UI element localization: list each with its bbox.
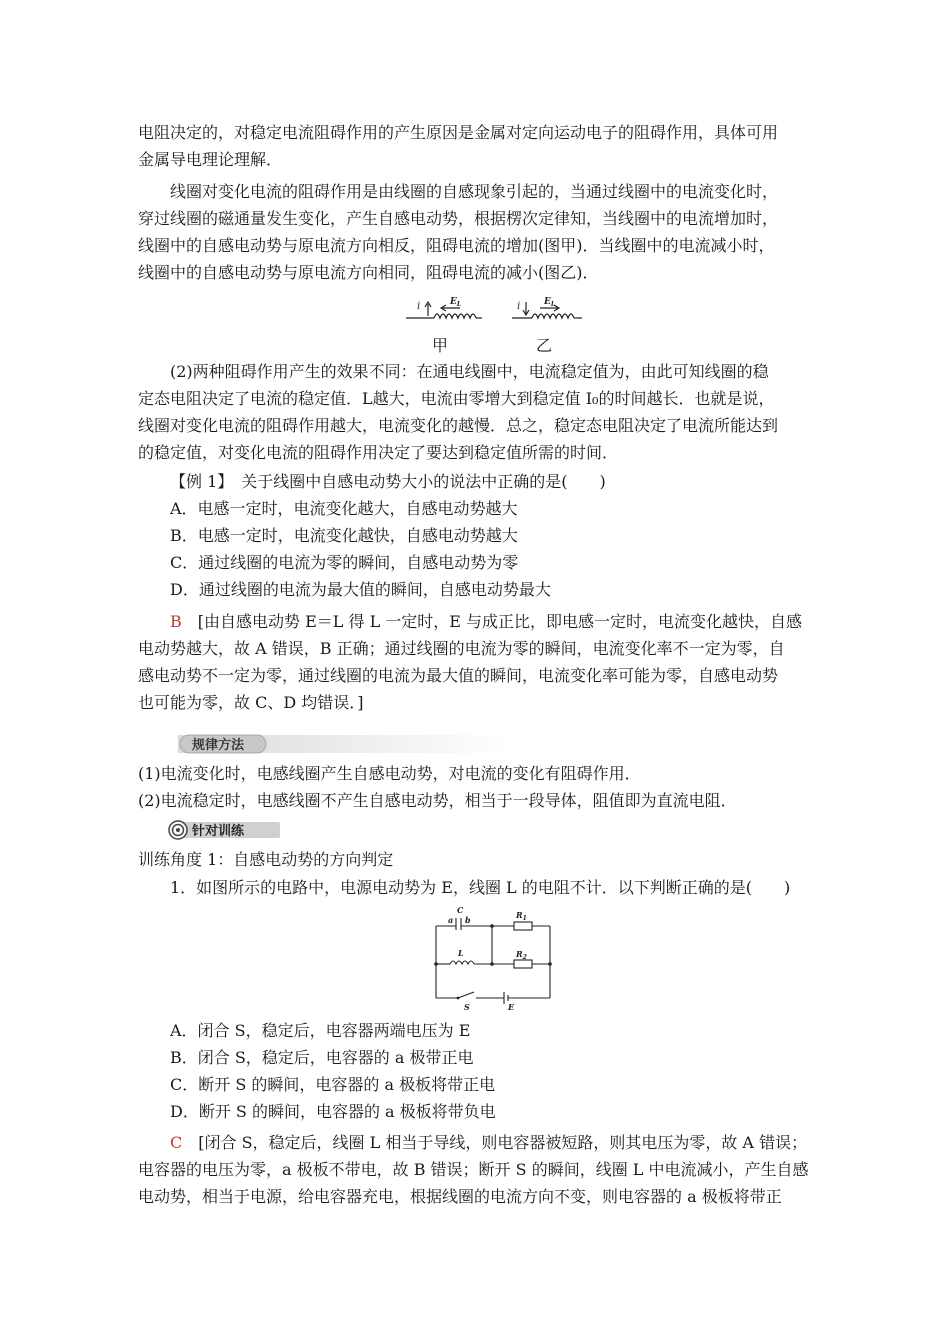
capacitor-label: C: [457, 905, 464, 915]
option-b: B．电感一定时，电流变化越快，自感电动势越大: [170, 526, 518, 545]
paragraph-line: 电阻决定的，对稳定电流阻碍作用的产生原因是金属对定向运动电子的阻碍作用，具体可用: [138, 123, 779, 142]
training-question: 1．如图所示的电路中，电源电动势为 E，线圈 L 的电阻不计．以下判断正确的是( ): [170, 878, 791, 897]
answer-line: 感电动势不一定为零，通过线圈的电流为最大值的瞬间，电流变化率可能为零，自感电动势: [138, 666, 779, 685]
method-line: (1)电流变化时，电感线圈产生自感电动势，对电流的变化有阻碍作用．: [138, 764, 641, 783]
method-banner: [178, 733, 508, 755]
answer-line: B [由自感电动势 E＝L 得 L 一定时，E 与成正比，即电感一定时，电流变化越快，自感: [170, 612, 803, 631]
answer-letter: C: [170, 1133, 183, 1152]
plate-a-label: a: [448, 915, 454, 925]
current-label: i: [517, 301, 521, 312]
paragraph-line: 穿过线圈的磁通量发生变化，产生自感电动势，根据楞次定律知，当线圈中的电流增加时，: [138, 209, 779, 228]
answer-line: 电动势越大，故 A 错误，B 正确；通过线圈的电流为零的瞬间，电流变化率不一定为零，自: [138, 639, 785, 658]
r1-label: $R_1$: [516, 910, 527, 922]
option-d: D．通过线圈的电流为最大值的瞬间，自感电动势最大: [170, 580, 551, 599]
method-line: (2)电流稳定时，电感线圈不产生自感电动势，相当于一段导体，阻值即为直流电阻．: [138, 791, 737, 810]
paragraph-line: 金属导电理论理解．: [138, 150, 283, 169]
option-c: C．通过线圈的电流为零的瞬间，自感电动势为零: [170, 553, 519, 572]
paragraph-line: 线圈对变化电流的阻碍作用是由线圈的自感现象引起的，当通过线圈中的电流变化时，: [170, 182, 779, 201]
option-a: A．闭合 S，稳定后，电容器两端电压为 E: [170, 1021, 471, 1040]
inductor-figure: [404, 296, 584, 332]
current-label: i: [417, 301, 421, 312]
inductor-label: L: [458, 948, 464, 958]
figure-caption-jia: 甲: [432, 336, 449, 355]
switch: [458, 992, 474, 998]
circuit-diagram: [428, 904, 558, 1014]
emf-label: $E_L$: [450, 297, 462, 308]
answer-line: C [闭合 S，稳定后，线圈 L 相当于导线，则电容器被短路，则其电压为零，故 A 错误；: [170, 1133, 808, 1152]
paragraph-line: 定态电阻决定了电流的稳定值．L越大，电流由零增大到稳定值 I₀的时间越长．也就是说，: [138, 389, 775, 408]
paragraph-line: 线圈中的自感电动势与原电流方向相同，阻碍电流的减小(图乙)．: [138, 263, 599, 282]
option-b: B．闭合 S，稳定后，电容器的 a 极带正电: [170, 1048, 474, 1067]
example-question: 【例 1】 关于线圈中自感电动势大小的说法中正确的是( ): [170, 472, 606, 491]
answer-line: 电容器的电压为零，a 极板不带电，故 B 错误；断开 S 的瞬间，线圈 L 中电流减小，产生自感: [138, 1160, 809, 1179]
training-badge: [168, 820, 282, 840]
paragraph-line: 的稳定值，对变化电流的阻碍作用决定了要达到稳定值所需的时间．: [138, 443, 619, 462]
answer-line: 电动势，相当于电源，给电容器充电，根据线圈的电流方向不变，则电容器的 a 极板将带正: [138, 1187, 782, 1206]
answer-letter: B: [170, 612, 182, 631]
resistor-r2: [514, 960, 532, 968]
paragraph-line: 线圈中的自感电动势与原电流方向相反，阻碍电流的增加(图甲)．当线圈中的电流减小时，: [138, 236, 775, 255]
method-banner-title: 规律方法: [192, 738, 245, 753]
option-d: D．断开 S 的瞬间，电容器的 a 极板将带负电: [170, 1102, 496, 1121]
figure-caption-yi: 乙: [536, 336, 553, 355]
option-a: A．电感一定时，电流变化越大，自感电动势越大: [170, 499, 518, 518]
emf-label: $E_L$: [544, 297, 556, 308]
option-c: C．断开 S 的瞬间，电容器的 a 极板将带正电: [170, 1075, 496, 1094]
inductor-coil: [450, 961, 474, 964]
resistor-r1: [514, 922, 532, 930]
training-angle: 训练角度 1：自感电动势的方向判定: [138, 850, 394, 869]
r2-label: $R_2$: [516, 949, 527, 961]
paragraph-line: (2)两种阻碍作用产生的效果不同：在通电线圈中，电流稳定值为，由此可知线圈的稳: [170, 362, 769, 381]
plate-b-label: b: [465, 915, 471, 925]
paragraph-line: 线圈对变化电流的阻碍作用越大，电流变化的越慢．总之，稳定态电阻决定了电流所能达到: [138, 416, 779, 435]
switch-label: S: [464, 1002, 470, 1012]
answer-line: 也可能为零，故 C、D 均错误．]: [138, 693, 364, 712]
battery-label: E: [508, 1002, 515, 1012]
training-badge-title: 针对训练: [192, 824, 245, 839]
